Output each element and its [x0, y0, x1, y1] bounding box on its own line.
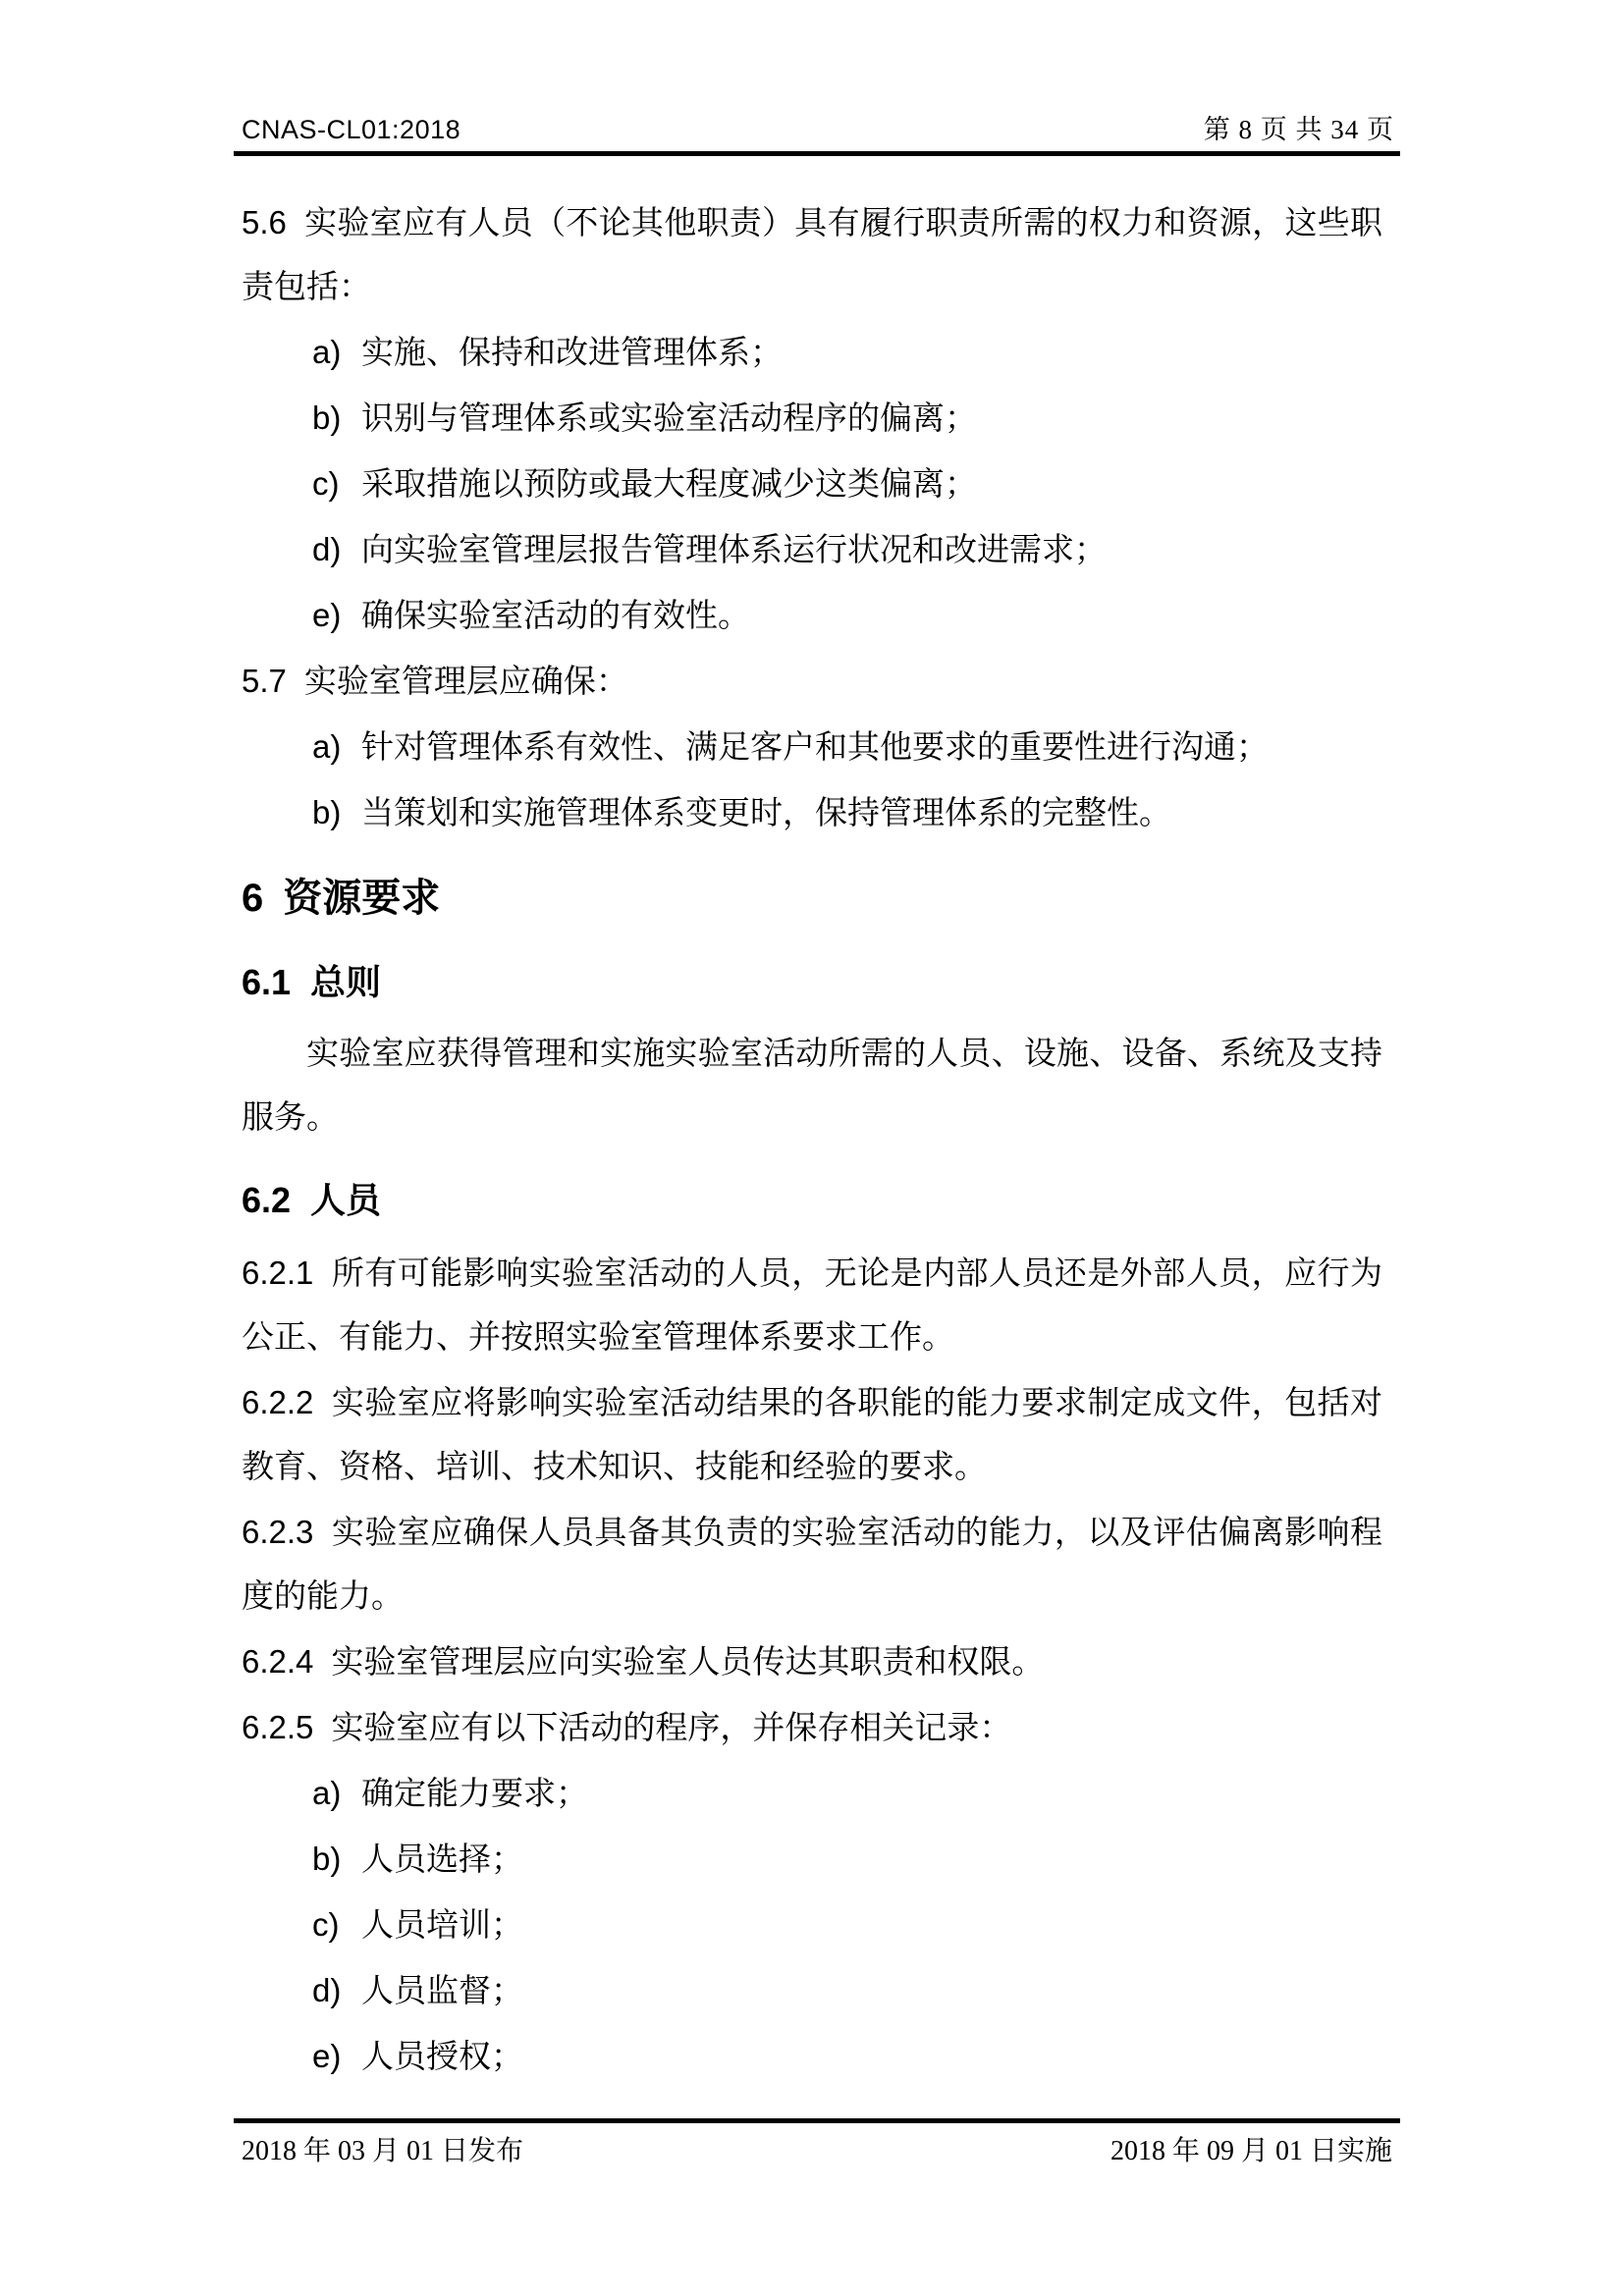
- document-code: CNAS-CL01:2018: [242, 115, 461, 144]
- release-date: 2018 年 03 月 01 日发布: [242, 2136, 524, 2166]
- clause-number: 6.2.5: [242, 1709, 314, 1745]
- clause-text: 所有可能影响实验室活动的人员，无论是内部人员还是外部人员，应行为公正、有能力、并按照实验室管理体系要求工作。: [242, 1256, 1382, 1356]
- clause-6-2-3: [242, 1500, 1382, 1629]
- list-item: [242, 1958, 1382, 2024]
- clause-5-6: [242, 190, 1382, 320]
- list-text: 实施、保持和改进管理体系；: [361, 336, 783, 371]
- list-marker: e): [312, 2038, 342, 2074]
- clause-number: 6.2.1: [242, 1255, 314, 1291]
- list-text: 向实验室管理层报告管理体系运行状况和改进需求；: [361, 533, 1107, 568]
- clause-number: 6.2.3: [242, 1514, 314, 1550]
- section-number: 6: [242, 877, 264, 920]
- section-title: 资源要求: [283, 877, 441, 920]
- list-text: 采取措施以预防或最大程度减少这类偏离；: [361, 467, 977, 503]
- section-title: 总则: [310, 962, 382, 1002]
- list-marker: a): [312, 728, 342, 765]
- section-title: 人员: [310, 1180, 382, 1220]
- clause-6-2-1: [242, 1241, 1382, 1370]
- list-item: [242, 1827, 1382, 1893]
- list-item: [242, 452, 1382, 517]
- clause-number: 6.2.2: [242, 1384, 314, 1420]
- clause-6-2-2: [242, 1370, 1382, 1500]
- list-item: [242, 386, 1382, 452]
- list-item: [242, 1761, 1382, 1827]
- clause-number: 5.6: [242, 204, 287, 240]
- list-marker: c): [312, 1906, 340, 1943]
- clause-6-2-4: [242, 1629, 1382, 1695]
- list-item: [242, 320, 1382, 386]
- page-footer: [234, 2118, 1400, 2168]
- section-number: 6.1: [242, 962, 292, 1002]
- list-marker: b): [312, 794, 342, 830]
- list-text: 人员监督；: [361, 1974, 523, 2009]
- clause-5-7: [242, 649, 1382, 715]
- page-number: 第 8 页 共 34 页: [1203, 115, 1394, 144]
- list-marker: e): [312, 597, 342, 633]
- list-marker: d): [312, 1972, 342, 2008]
- list-item: [242, 583, 1382, 649]
- list-item: [242, 780, 1382, 846]
- clause-text: 实验室应有人员（不论其他职责）具有履行职责所需的权力和资源，这些职责包括：: [242, 206, 1382, 305]
- list-marker: a): [312, 1775, 342, 1811]
- document-content: [242, 190, 1382, 2090]
- page-header: [234, 114, 1400, 156]
- clause-text: 实验室应确保人员具备其负责的实验室活动的能力，以及评估偏离影响程度的能力。: [242, 1516, 1382, 1615]
- list-text: 人员授权；: [361, 2040, 523, 2075]
- list-text: 人员选择；: [361, 1842, 523, 1878]
- list-marker: d): [312, 531, 342, 567]
- section-heading-6-1: [242, 948, 1382, 1017]
- implement-date: 2018 年 09 月 01 日实施: [1110, 2136, 1392, 2166]
- clause-text: 实验室应将影响实验室活动结果的各职能的能力要求制定成文件，包括对教育、资格、培训、技术知识、技能和经验的要求。: [242, 1386, 1382, 1485]
- list-marker: c): [312, 465, 340, 502]
- clause-text: 实验室管理层应确保：: [303, 665, 628, 700]
- list-text: 确保实验室活动的有效性。: [361, 599, 750, 634]
- clause-text: 实验室应有以下活动的程序，并保存相关记录：: [331, 1711, 1012, 1746]
- section-number: 6.2: [242, 1180, 292, 1220]
- list-item: [242, 715, 1382, 780]
- list-item: [242, 2024, 1382, 2090]
- paragraph-6-1: 实验室应获得管理和实施实验室活动所需的人员、设施、设备、系统及支持服务。: [242, 1037, 1382, 1136]
- list-text: 人员培训；: [361, 1908, 523, 1944]
- list-text: 确定能力要求；: [361, 1777, 588, 1812]
- list-item: [242, 1893, 1382, 1958]
- section-heading-6: [242, 864, 1382, 933]
- clause-number: 6.2.4: [242, 1643, 314, 1680]
- list-marker: b): [312, 400, 342, 436]
- list-text: 针对管理体系有效性、满足客户和其他要求的重要性进行沟通；: [361, 730, 1269, 766]
- list-marker: a): [312, 334, 342, 370]
- clause-text: 实验室管理层应向实验室人员传达其职责和权限。: [331, 1645, 1045, 1681]
- clause-6-2-5: [242, 1695, 1382, 1761]
- list-text: 当策划和实施管理体系变更时，保持管理体系的完整性。: [361, 796, 1171, 831]
- section-heading-6-2: [242, 1166, 1382, 1235]
- list-marker: b): [312, 1841, 342, 1877]
- clause-number: 5.7: [242, 663, 287, 699]
- list-text: 识别与管理体系或实验室活动程序的偏离；: [361, 401, 977, 437]
- list-item: [242, 517, 1382, 583]
